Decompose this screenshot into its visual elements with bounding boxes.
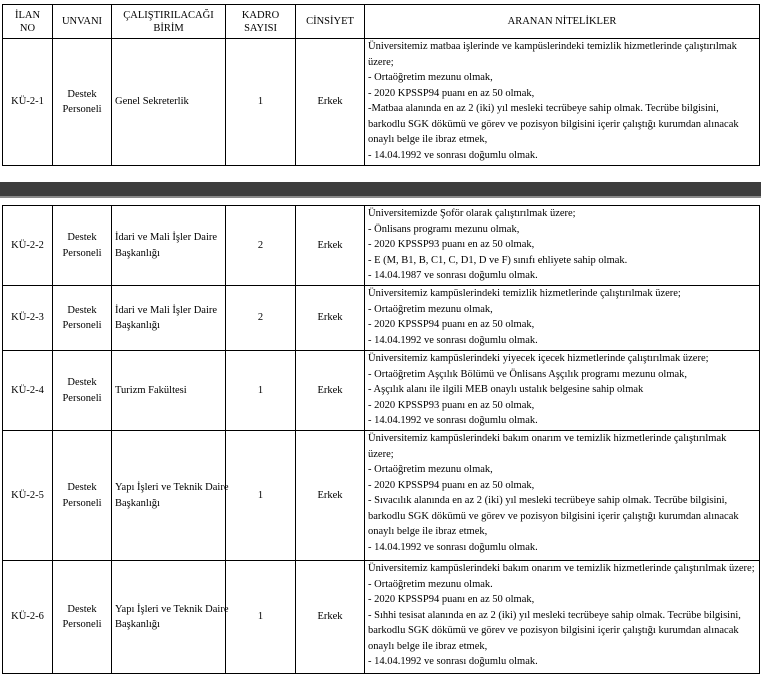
birim-line: Yapı İşleri ve Teknik Daire [115, 482, 229, 493]
nitelik-line: Üniversitemiz kampüslerindeki temizlik hizmetlerinde çalıştırılmak üzere; [368, 288, 681, 299]
table-row [3, 431, 760, 561]
nitelik-line: - Sıvacılık alanında en az 2 (iki) yıl mesleki tecrübeye sahip olmak. Tecrübe bilgisini, [368, 495, 728, 506]
unvan-line: Personeli [62, 104, 102, 115]
header-kadro-line-1: KADRO [241, 9, 280, 21]
header-ilan-no-line-2: NO [19, 22, 36, 34]
birim-line: Turizm Fakültesi [115, 384, 187, 396]
nitelik-line: - 14.04.1987 ve sonrası doğumlu olmak. [368, 270, 538, 281]
birim-cell [112, 431, 229, 561]
unvan-line: Personeli [62, 247, 102, 259]
cinsiyet-cell: Erkek [296, 39, 365, 166]
nitelik-line: - 2020 KPSSP94 puanı en az 50 olmak, [368, 479, 535, 491]
unvan-line: Destek [67, 304, 97, 316]
nitelikler-cell [365, 39, 760, 166]
nitelik-line: - E (M, B1, B, C1, C, D1, D ve F) sınıfı ehliyete sahip olmak. [368, 254, 628, 266]
ilan-no-cell: KÜ-2-4 [3, 351, 53, 431]
nitelik-line: - 2020 KPSSP93 puanı en az 50 olmak, [368, 399, 535, 411]
nitelik-line: - Ortaöğretim mezunu olmak. [368, 578, 493, 590]
header-kadro-line-2: SAYISI [244, 22, 277, 34]
nitelik-line: -Matbaa alanında en az 2 (iki) yıl mesleki tecrübeye sahip olmak. Tecrübe bilgisini, [368, 103, 719, 114]
nitelik-line: - 14.04.1992 ve sonrası doğumlu olmak. [368, 149, 538, 161]
cinsiyet-cell: Erkek [296, 431, 365, 561]
header-cinsiyet: CİNSİYET [296, 5, 365, 39]
nitelik-line: - 14.04.1992 ve sonrası doğumlu olmak. [368, 334, 538, 346]
kadro-cell: 2 [226, 206, 296, 286]
table-body-top [3, 39, 760, 166]
ilan-no-cell: KÜ-2-5 [3, 431, 53, 561]
header-kadro [226, 5, 296, 39]
ilan-no-cell: KÜ-2-2 [3, 206, 53, 286]
nitelik-line: - 2020 KPSSP94 puanı en az 50 olmak, [368, 87, 535, 99]
table-row [3, 206, 760, 286]
nitelik-line: Üniversitemizde Şoför olarak çalıştırılmak üzere; [368, 208, 576, 219]
cinsiyet-cell: Erkek [296, 561, 365, 674]
birim-cell [112, 286, 226, 351]
nitelik-line: - Ortaöğretim mezunu olmak, [368, 303, 493, 315]
kadro-cell: 1 [226, 561, 296, 674]
nitelik-line: - 2020 KPSSP94 puanı en az 50 olmak, [368, 594, 535, 605]
unvan-line: Personeli [62, 619, 102, 630]
nitelik-line: üzere; [368, 448, 394, 460]
unvan-line: Personeli [62, 392, 102, 404]
nitelik-line: onaylı belge ile ibraz etmek, [368, 526, 488, 537]
positions-table-top [2, 4, 760, 166]
unvan-cell [53, 286, 112, 351]
nitelikler-cell [365, 431, 760, 561]
nitelik-line: barkodlu SGK dökümü ve görev ve pozisyon bilgisini içerir çalıştığı kurumdan alınacak [368, 510, 739, 522]
unvan-cell [53, 431, 112, 561]
nitelik-line: - Ortaöğretim mezunu olmak, [368, 72, 493, 83]
header-nitelikler: ARANAN NİTELİKLER [365, 5, 760, 39]
header-birim-line-2: BİRİM [153, 22, 184, 34]
nitelik-line: barkodlu SGK dökümü ve görev ve pozisyon bilgisini içerir çalıştığı kurumdan alınacak [368, 118, 739, 130]
nitelik-line: Üniversitemiz kampüslerindeki yiyecek içecek hizmetlerinde çalıştırılmak üzere; [368, 353, 709, 364]
birim-line: Yapı İşleri ve Teknik Daire [115, 603, 229, 615]
birim-line: Başkanlığı [115, 619, 160, 630]
nitelikler-cell [365, 561, 760, 674]
header-birim [112, 5, 226, 39]
nitelik-line: - Ortaöğretim Aşçılık Bölümü ve Önlisans Aşçılık programı mezunu olmak, [368, 368, 688, 380]
nitelik-line: - Önlisans programı mezunu olmak, [368, 223, 520, 235]
unvan-line: Destek [67, 482, 97, 493]
unvan-line: Personeli [62, 320, 102, 331]
nitelik-line: - 14.04.1992 ve sonrası doğumlu olmak. [368, 656, 538, 667]
nitelik-line: - 14.04.1992 ve sonrası doğumlu olmak. [368, 415, 538, 426]
table-row [3, 351, 760, 431]
nitelik-line: barkodlu SGK dökümü ve görev ve pozisyon bilgisini içerir çalıştığı kurumdan alınacak [368, 625, 739, 636]
table-row [3, 39, 760, 166]
nitelikler-cell [365, 286, 760, 351]
table-row [3, 561, 760, 674]
ilan-no-cell: KÜ-2-6 [3, 561, 53, 674]
nitelik-line: Üniversitemiz matbaa işlerinde ve kampüslerindeki temizlik hizmetlerinde çalıştırılmak [368, 41, 737, 52]
nitelik-line: - Aşçılık alanı ile ilgili MEB onaylı ustalık belgesine sahip olmak [368, 384, 644, 395]
table-row [3, 286, 760, 351]
unvan-cell [53, 206, 112, 286]
nitelikler-cell [365, 206, 760, 286]
birim-cell [112, 351, 226, 431]
nitelik-line: onaylı belge ile ibraz etmek, [368, 134, 488, 145]
unvan-line: Destek [67, 88, 97, 100]
cinsiyet-cell: Erkek [296, 286, 365, 351]
birim-cell [112, 39, 226, 166]
cinsiyet-cell: Erkek [296, 351, 365, 431]
birim-line: Başkanlığı [115, 247, 160, 259]
unvan-cell [53, 39, 112, 166]
birim-line: Başkanlığı [115, 497, 160, 509]
header-unvan: UNVANI [53, 5, 112, 39]
kadro-cell: 1 [226, 351, 296, 431]
table-body-bottom [3, 206, 760, 674]
unvan-line: Destek [67, 377, 97, 388]
birim-line: İdari ve Mali İşler Daire [115, 304, 218, 316]
birim-line: İdari ve Mali İşler Daire [115, 232, 218, 243]
nitelik-line: - 2020 KPSSP93 puanı en az 50 olmak, [368, 239, 535, 250]
nitelik-line: Üniversitemiz kampüslerindeki bakım onarım ve temizlik hizmetlerinde çalıştırılmak [368, 433, 727, 444]
cinsiyet-cell: Erkek [296, 206, 365, 286]
kadro-cell: 1 [226, 39, 296, 166]
header-ilan-no-line-1: İLAN [14, 9, 41, 21]
nitelik-line: - 2020 KPSSP94 puanı en az 50 olmak, [368, 319, 535, 330]
section-separator [0, 182, 761, 196]
nitelik-line: Üniversitemiz kampüslerindeki bakım onarım ve temizlik hizmetlerinde çalıştırılmak üzere; [368, 563, 755, 574]
unvan-cell [53, 351, 112, 431]
birim-line: Başkanlığı [115, 320, 160, 331]
birim-cell [112, 561, 229, 674]
unvan-line: Personeli [62, 497, 102, 509]
unvan-cell [53, 561, 112, 674]
nitelik-line: onaylı belge ile ibraz etmek, [368, 640, 488, 652]
birim-cell [112, 206, 226, 286]
nitelik-line: - Sıhhi tesisat alanında en az 2 (iki) yıl mesleki tecrübeye sahip olmak. Tecrübe bilgisini, [368, 609, 741, 621]
unvan-line: Destek [67, 603, 97, 615]
header-birim-line-1: ÇALIŞTIRILACAĞI [123, 9, 214, 21]
nitelikler-cell [365, 351, 760, 431]
birim-line: Genel Sekreterlik [115, 96, 189, 108]
ilan-no-cell: KÜ-2-1 [3, 39, 53, 166]
section-separator-highlight [0, 196, 761, 198]
positions-table-bottom [2, 205, 760, 674]
nitelik-line: - 14.04.1992 ve sonrası doğumlu olmak. [368, 541, 538, 553]
kadro-cell: 1 [226, 431, 296, 561]
nitelik-line: üzere; [368, 56, 394, 68]
unvan-line: Destek [67, 232, 97, 243]
ilan-no-cell: KÜ-2-3 [3, 286, 53, 351]
header-row [3, 5, 760, 39]
nitelik-line: - Ortaöğretim mezunu olmak, [368, 464, 493, 475]
header-ilan-no [3, 5, 53, 39]
kadro-cell: 2 [226, 286, 296, 351]
